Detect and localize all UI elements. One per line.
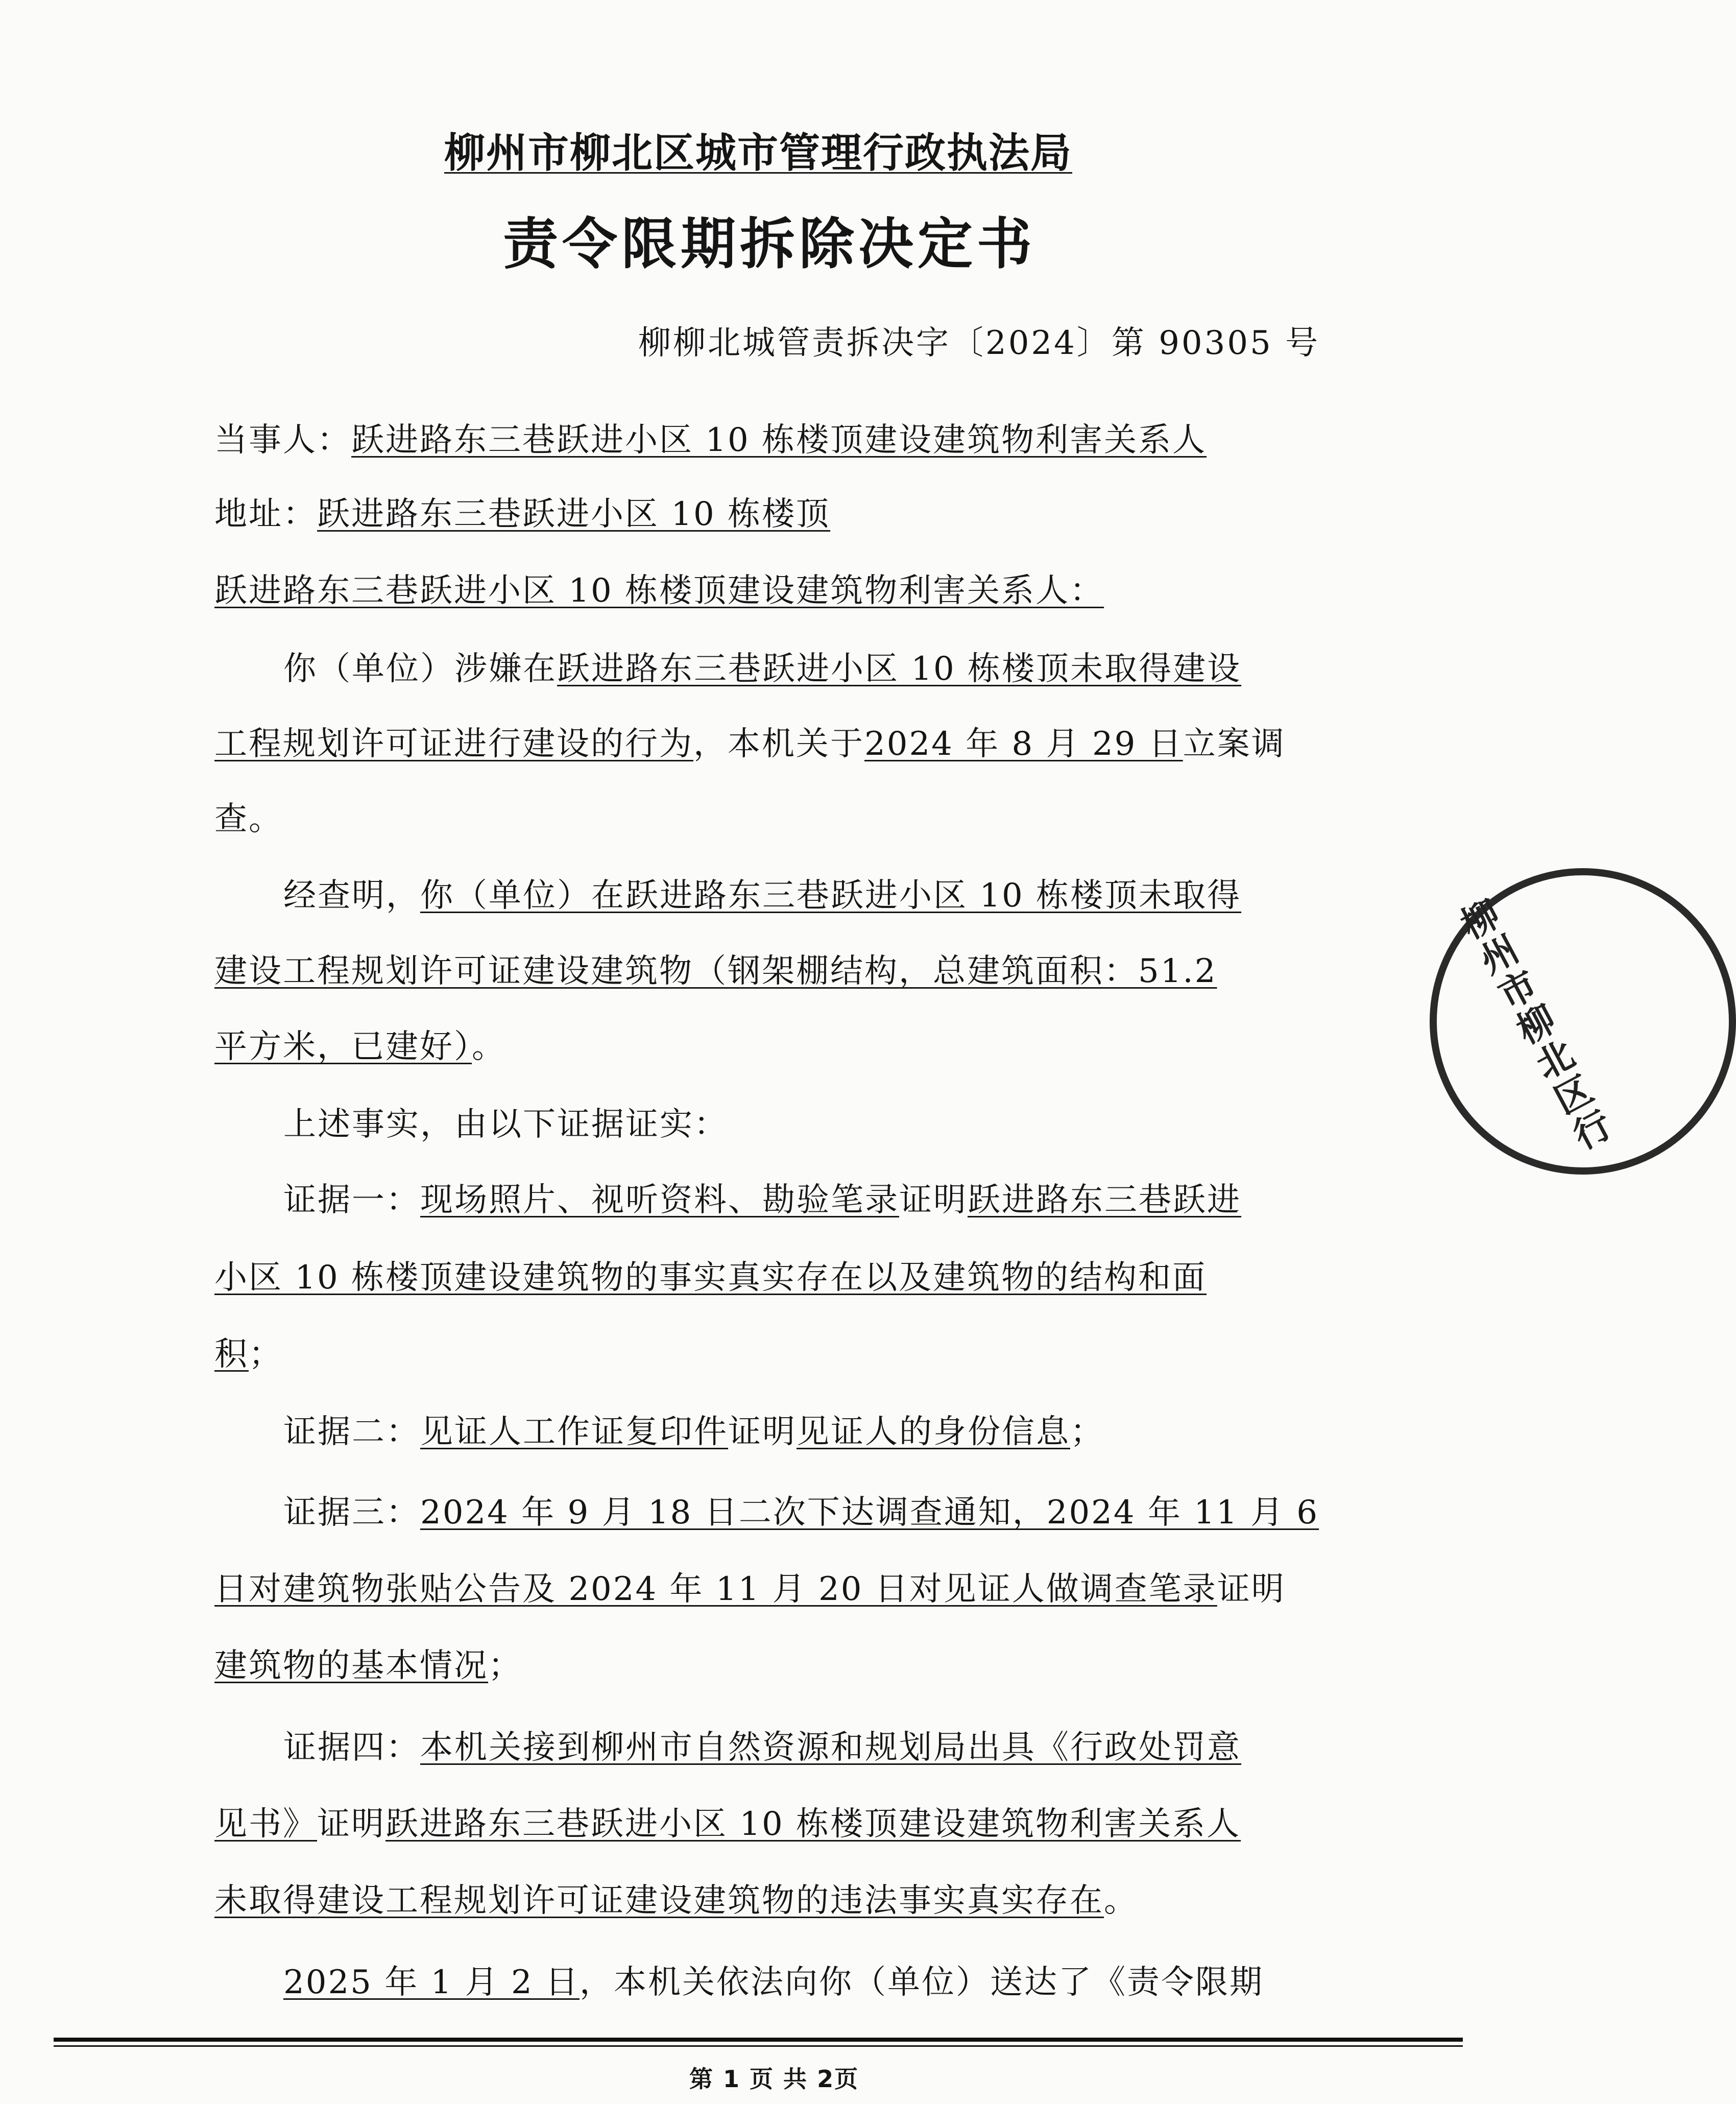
p1-segment: 跃进路东三巷跃进小区 10 栋楼顶未取得建设 xyxy=(557,650,1242,688)
p2-segment: 你（单位）在跃进路东三巷跃进小区 10 栋楼顶未取得 xyxy=(420,877,1242,915)
address-value: 跃进路东三巷跃进小区 10 栋楼顶 xyxy=(317,495,831,533)
evidence-3-line-3 xyxy=(214,1647,522,1685)
footer-rule-thin xyxy=(54,2045,1463,2047)
p4-date: 2025 年 1 月 2 日 xyxy=(283,1964,580,2001)
evidence-4-line-3 xyxy=(214,1882,1138,1920)
address-line xyxy=(214,495,831,533)
evidence-label: 证据二： xyxy=(283,1413,420,1451)
evidence-segment: 证明 xyxy=(728,1413,797,1451)
evidence-1-line-2: 小区 10 栋楼顶建设建筑物的事实真实存在以及建筑物的结构和面 xyxy=(214,1259,1207,1297)
party-label: 当事人： xyxy=(214,421,351,459)
evidence-2-line-1 xyxy=(283,1413,1104,1451)
evidence-segment: 未取得建设工程规划许可证建设建筑物的违法事实真实存在 xyxy=(214,1882,1104,1920)
footer-rule xyxy=(54,2038,1463,2042)
issuing-authority: 柳州市柳北区城市管理行政执法局 xyxy=(444,129,1072,177)
p4-segment: ，本机关依法向你（单位）送达了《责令限期 xyxy=(580,1964,1264,2001)
p3-line: 上述事实，由以下证据证实： xyxy=(283,1106,728,1143)
p1-segment: 工程规划许可证进行建设的行为 xyxy=(214,725,693,763)
evidence-segment: 跃进路东三巷跃进小区 10 栋楼顶建设建筑物利害关系人 xyxy=(385,1805,1241,1843)
evidence-segment: 现场照片、视听资料、勘验笔录 xyxy=(420,1181,899,1219)
evidence-segment: 日对建筑物张贴公告及 2024 年 11 月 20 日对见证人做调查笔录 xyxy=(214,1570,1217,1608)
address-label: 地址： xyxy=(214,495,317,533)
evidence-segment: 证明 xyxy=(899,1181,968,1219)
p1-segment: 你（单位）涉嫌在 xyxy=(283,650,557,688)
p2-line-1 xyxy=(283,877,1242,915)
evidence-segment: 见证人的身份信息 xyxy=(797,1413,1070,1451)
addressee-line: 跃进路东三巷跃进小区 10 栋楼顶建设建筑物利害关系人： xyxy=(214,572,1104,610)
evidence-segment: 2024 年 9 月 18 日二次下达调查通知，2024 年 11 月 6 xyxy=(420,1494,1319,1532)
evidence-segment: 建筑物的基本情况 xyxy=(214,1647,488,1685)
p1-line-3: 查。 xyxy=(214,800,283,838)
p1-segment: 立案调 xyxy=(1183,725,1286,763)
party-line xyxy=(214,421,1207,459)
p2-segment: 经查明， xyxy=(283,877,420,915)
seal-text: 柳州市柳北区行 xyxy=(1454,892,1619,1158)
p2-segment: 。 xyxy=(472,1028,506,1066)
p2-line-2: 建设工程规划许可证建设建筑物（钢架棚结构，总建筑面积：51.2 xyxy=(214,952,1217,990)
evidence-segment: ； xyxy=(249,1335,283,1373)
evidence-segment: 跃进路东三巷跃进 xyxy=(968,1181,1241,1219)
evidence-4-line-2 xyxy=(214,1805,1241,1843)
p1-line-2 xyxy=(214,725,1286,763)
p2-segment: 平方米，已建好） xyxy=(214,1028,472,1066)
evidence-segment: 证明 xyxy=(1217,1570,1286,1608)
evidence-4-line-1 xyxy=(283,1731,1241,1764)
evidence-label: 证据四： xyxy=(283,1729,420,1766)
evidence-3-line-1 xyxy=(283,1494,1319,1532)
p1-date: 2024 年 8 月 29 日 xyxy=(864,725,1183,763)
evidence-label: 证据三： xyxy=(283,1494,420,1532)
evidence-segment: 。 xyxy=(1104,1882,1138,1920)
official-seal xyxy=(1430,868,1736,1175)
evidence-segment: 证明 xyxy=(317,1805,385,1843)
evidence-segment: ； xyxy=(1070,1413,1104,1451)
evidence-3-line-2 xyxy=(214,1570,1286,1608)
p1-line-1 xyxy=(283,650,1242,688)
evidence-1-line-3 xyxy=(214,1335,283,1373)
p1-segment: ，本机关于 xyxy=(693,725,864,763)
evidence-segment: ； xyxy=(488,1647,522,1685)
p4-line-1 xyxy=(283,1966,1264,1999)
document-title: 责令限期拆除决定书 xyxy=(503,212,1036,276)
evidence-segment: 本机关接到柳州市自然资源和规划局出具《行政处罚意 xyxy=(420,1729,1241,1766)
evidence-segment: 见证人工作证复印件 xyxy=(420,1413,728,1451)
page-number: 第 1 页 共 2页 xyxy=(689,2065,859,2093)
p2-line-3 xyxy=(214,1028,506,1066)
party-value: 跃进路东三巷跃进小区 10 栋楼顶建设建筑物利害关系人 xyxy=(351,421,1207,459)
evidence-1-line-1 xyxy=(283,1181,1241,1219)
document-number: 柳柳北城管责拆决字〔2024〕第 90305 号 xyxy=(638,324,1320,362)
evidence-segment: 积 xyxy=(214,1335,249,1373)
evidence-segment: 见书》 xyxy=(214,1805,317,1843)
evidence-label: 证据一： xyxy=(283,1181,420,1219)
